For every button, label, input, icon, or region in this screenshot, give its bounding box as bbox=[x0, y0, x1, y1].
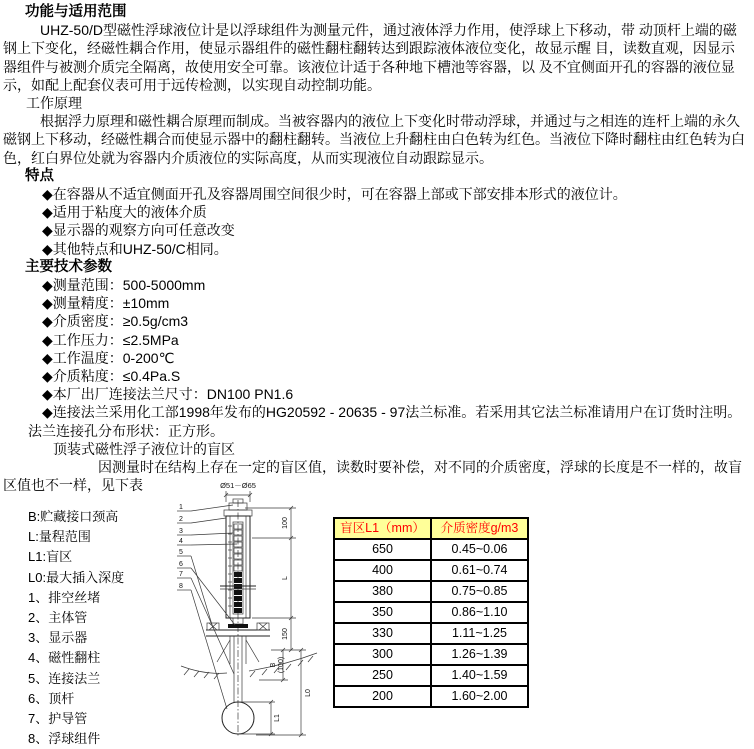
callout-7: 7 bbox=[179, 571, 183, 578]
callout-1: 1 bbox=[179, 504, 183, 511]
diagram-legend bbox=[28, 507, 124, 749]
dim-L1: L1 bbox=[274, 714, 281, 722]
cell-density: 1.40~1.59 bbox=[431, 665, 528, 686]
figure-section bbox=[0, 478, 754, 747]
cell-density: 1.60~2.00 bbox=[431, 686, 528, 707]
instrument-diagram bbox=[175, 478, 325, 739]
heading-tech-params: 主要技术参数 bbox=[25, 258, 112, 275]
heading-working-principle: 工作原理 bbox=[26, 95, 82, 112]
cell-density: 1.26~1.39 bbox=[431, 644, 528, 665]
dim-150: 150 bbox=[282, 628, 289, 640]
param-item: ◆介质粘度：≤0.4Pa.S bbox=[42, 368, 181, 385]
table-row bbox=[334, 665, 528, 686]
cell-density: 0.86~1.10 bbox=[431, 602, 528, 623]
blind-zone-paragraph: 因测量时在结构上存在一定的盲区值，读数时要补偿，对不同的介质密度，浮球的长度是不一样的，故盲区值也不一样，见下表 bbox=[3, 459, 742, 494]
diagram-callouts bbox=[177, 504, 237, 709]
cell-blind-zone: 250 bbox=[334, 665, 431, 686]
table-header-blind-zone: 盲区L1（mm） bbox=[334, 518, 431, 539]
callout-2: 2 bbox=[179, 516, 183, 523]
table-row bbox=[334, 539, 528, 560]
blind-zone-table bbox=[333, 517, 529, 708]
param-item: ◆测量精度：±10mm bbox=[42, 295, 170, 312]
cell-blind-zone: 300 bbox=[334, 644, 431, 665]
tank-hatching bbox=[184, 656, 313, 679]
callout-6: 6 bbox=[179, 561, 183, 568]
table-row bbox=[334, 560, 528, 581]
cell-density: 1.11~1.25 bbox=[431, 623, 528, 644]
feature-item: ◆其他特点和UHZ-50/C相同。 bbox=[42, 240, 228, 257]
legend-item: 4、磁性翻柱 bbox=[28, 650, 101, 666]
diagram-dimensions bbox=[238, 506, 312, 737]
cell-density: 0.45~0.06 bbox=[431, 539, 528, 560]
param-item: ◆工作压力：≤2.5MPa bbox=[42, 331, 179, 348]
param-item: ◆测量范围：500-5000mm bbox=[42, 277, 206, 294]
param-item: ◆介质密度：≥0.5g/cm3 bbox=[42, 313, 189, 330]
callout-5: 5 bbox=[179, 549, 183, 556]
legend-item: 5、连接法兰 bbox=[28, 670, 101, 686]
cell-blind-zone: 650 bbox=[334, 539, 431, 560]
cell-blind-zone: 200 bbox=[334, 686, 431, 707]
table-row bbox=[334, 623, 528, 644]
legend-item: L1:盲区 bbox=[28, 549, 73, 565]
table-row bbox=[334, 686, 528, 707]
legend-item: 1、排空丝堵 bbox=[28, 589, 101, 605]
cell-blind-zone: 400 bbox=[334, 560, 431, 581]
dim-L: L bbox=[282, 576, 289, 580]
para-working-principle: 根据浮力原理和磁性耦合原理而制成。当被容器内的液位上下变化时带动浮球，并通过与之相连的连杆上端的永久磁钢上下移动，经磁性耦合而使显示器中的翻柱翻转。当液位上升翻柱由白色转为红色。当液位下降时翻柱由红色转为白色，红白界位处就为容器内介质液位的实际高度，从而实现液位自动跟踪显示。 bbox=[3, 113, 745, 166]
callout-8: 8 bbox=[179, 583, 183, 590]
param-item: ◆工作温度：0-200℃ bbox=[42, 349, 175, 366]
heading-features: 特点 bbox=[25, 167, 54, 184]
legend-item: 8、浮球组件 bbox=[28, 731, 101, 747]
legend-item: L:量程范围 bbox=[28, 529, 91, 545]
dim-B: B bbox=[270, 662, 277, 668]
flip-column-black-segments bbox=[234, 572, 242, 613]
param-item: ◆本厂出厂连接法兰尺寸：DN100 PN1.6 bbox=[42, 386, 294, 403]
callout-4: 4 bbox=[179, 538, 183, 545]
param-item-flange-standard: ◆连接法兰采用化工部1998年发布的HG20592 - 20635 - 97法兰标准。若采用其它法兰标准请用户在订货时注明。法兰连接孔分布形状：正方形。 bbox=[28, 404, 742, 439]
feature-item: ◆在容器从不适宜侧面开孔及容器周围空间很少时，可在容器上部或下部安排本形式的液位计。 bbox=[42, 186, 627, 203]
callout-3: 3 bbox=[179, 528, 183, 535]
table-header-row bbox=[334, 518, 528, 539]
cell-blind-zone: 350 bbox=[334, 602, 431, 623]
table-row bbox=[334, 602, 528, 623]
legend-item: 7、护导管 bbox=[28, 711, 88, 727]
dim-100: 100 bbox=[282, 517, 289, 529]
blind-zone-title: 顶装式磁性浮子液位计的盲区 bbox=[53, 440, 235, 457]
table-header-medium-density: 介质密度g/m3 bbox=[431, 518, 528, 539]
legend-item: 3、显示器 bbox=[28, 630, 88, 646]
para-function-scope: UHZ-50/D型磁性浮球液位计是以浮球组件为测量元件，通过液体浮力作用，使浮球上下移动，带 动顶杆上端的磁钢上下变化，经磁性耦合作用，使显示器组件的磁性翻柱翻转达到跟踪液体液位变化，故显示醒 目，读数直观，因显示器组件与被测介质完全隔离，故使用安全可靠。该液位计适于各种地下槽池等容器，以 及不宜侧面开孔的容器的液位显示，如配上配套仪表可用于远传检测，以实现自动控制功能。 bbox=[3, 22, 737, 93]
dim-B-value: (100) bbox=[278, 656, 285, 674]
cell-blind-zone: 380 bbox=[334, 581, 431, 602]
cell-density: 0.61~0.74 bbox=[431, 560, 528, 581]
table-row bbox=[334, 581, 528, 602]
feature-item: ◆显示器的观察方向可任意改变 bbox=[42, 222, 235, 239]
feature-item: ◆适用于粘度大的液体介质 bbox=[42, 204, 207, 221]
legend-item: L0:最大插入深度 bbox=[28, 569, 125, 585]
cell-blind-zone: 330 bbox=[334, 623, 431, 644]
dim-L0: L0 bbox=[305, 689, 312, 697]
diagram-top-dimension: Ø51－Ø65 bbox=[220, 481, 256, 490]
legend-item: B:贮藏接口颈高 bbox=[28, 509, 119, 524]
legend-item: 2、主体管 bbox=[28, 610, 88, 626]
heading-function-scope: 功能与适用范围 bbox=[25, 4, 127, 20]
cell-density: 0.75~0.85 bbox=[431, 581, 528, 602]
legend-item: 6、顶杆 bbox=[28, 690, 75, 706]
table-row bbox=[334, 644, 528, 665]
